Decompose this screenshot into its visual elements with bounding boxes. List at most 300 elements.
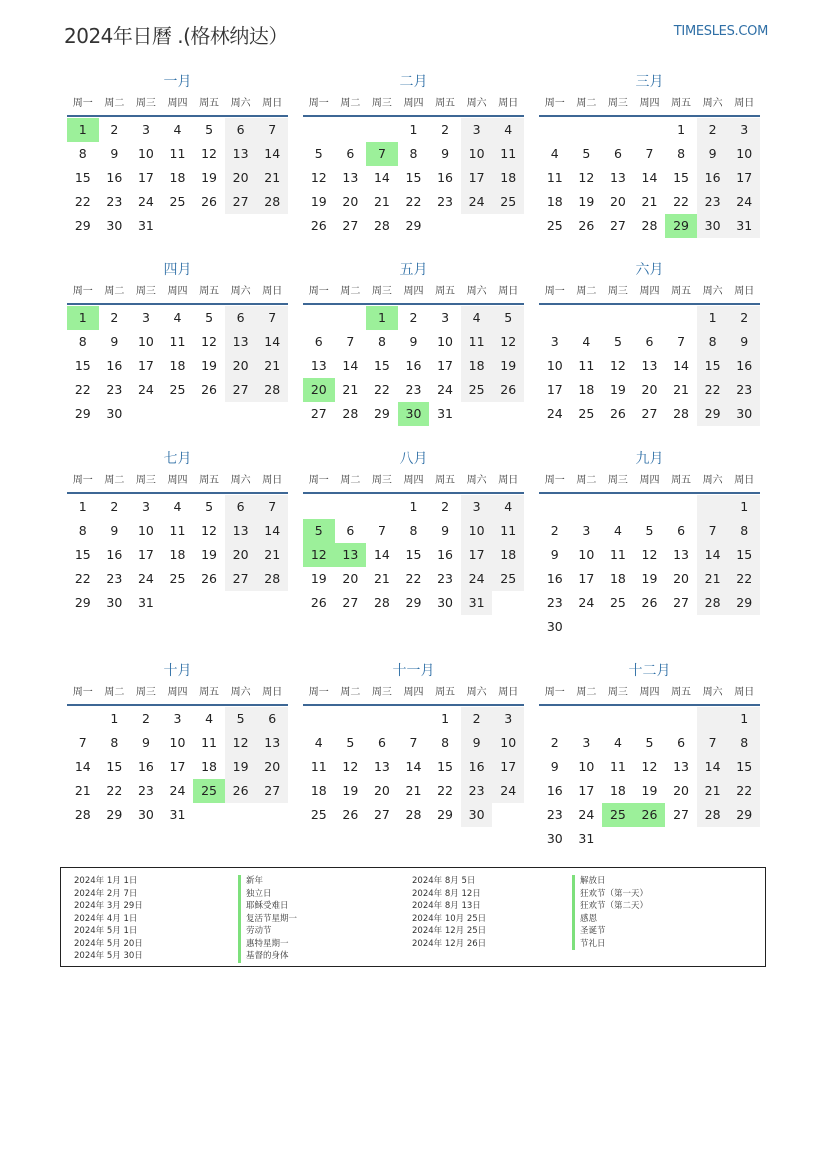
holiday-day-cell[interactable]: 1 [67, 306, 99, 330]
day-cell[interactable]: 4 [173, 122, 182, 137]
holiday-day-cell[interactable]: 1 [366, 306, 398, 330]
day-cell[interactable]: 26 [492, 378, 524, 402]
day-cell[interactable]: 24 [437, 382, 454, 397]
day-cell[interactable]: 4 [492, 495, 524, 519]
day-cell[interactable]: 29 [405, 595, 422, 610]
day-cell[interactable]: 19 [641, 571, 658, 586]
day-cell[interactable]: 1 [677, 122, 686, 137]
day-cell[interactable]: 7 [377, 523, 386, 538]
day-cell[interactable]: 22 [74, 571, 91, 586]
day-cell[interactable]: 9 [110, 334, 119, 349]
day-cell[interactable]: 12 [609, 358, 626, 373]
day-cell[interactable]: 27 [641, 406, 658, 421]
day-cell[interactable]: 7 [697, 731, 729, 755]
day-cell[interactable]: 19 [609, 382, 626, 397]
holiday-day-cell[interactable]: 25 [602, 803, 634, 827]
day-cell[interactable]: 2 [461, 707, 493, 731]
day-cell[interactable]: 16 [106, 358, 123, 373]
day-cell[interactable]: 6 [256, 707, 288, 731]
day-cell[interactable]: 11 [201, 735, 218, 750]
day-cell[interactable]: 7 [256, 306, 288, 330]
day-cell[interactable]: 28 [405, 807, 422, 822]
day-cell[interactable]: 9 [697, 142, 729, 166]
holiday-day-cell[interactable]: 29 [665, 214, 697, 238]
day-cell[interactable]: 14 [256, 142, 288, 166]
day-cell[interactable]: 19 [201, 358, 218, 373]
day-cell[interactable]: 10 [137, 523, 154, 538]
day-cell[interactable]: 24 [461, 567, 493, 591]
day-cell[interactable]: 30 [546, 619, 563, 634]
day-cell[interactable]: 23 [546, 807, 563, 822]
day-cell[interactable]: 28 [641, 218, 658, 233]
day-cell[interactable]: 12 [201, 334, 218, 349]
day-cell[interactable]: 16 [437, 547, 454, 562]
day-cell[interactable]: 18 [546, 194, 563, 209]
day-cell[interactable]: 4 [173, 499, 182, 514]
day-cell[interactable]: 2 [141, 711, 150, 726]
day-cell[interactable]: 22 [106, 783, 123, 798]
day-cell[interactable]: 18 [310, 783, 327, 798]
day-cell[interactable]: 19 [578, 194, 595, 209]
day-cell[interactable]: 4 [205, 711, 214, 726]
day-cell[interactable]: 31 [137, 218, 154, 233]
day-cell[interactable]: 25 [169, 382, 186, 397]
day-cell[interactable]: 18 [169, 547, 186, 562]
day-cell[interactable]: 12 [201, 523, 218, 538]
day-cell[interactable]: 25 [578, 406, 595, 421]
day-cell[interactable]: 13 [225, 519, 257, 543]
day-cell[interactable]: 30 [697, 214, 729, 238]
day-cell[interactable]: 22 [728, 779, 760, 803]
day-cell[interactable]: 15 [74, 170, 91, 185]
day-cell[interactable]: 19 [201, 547, 218, 562]
holiday-day-cell[interactable]: 20 [303, 378, 335, 402]
day-cell[interactable]: 22 [74, 194, 91, 209]
day-cell[interactable]: 13 [225, 330, 257, 354]
day-cell[interactable]: 9 [461, 731, 493, 755]
day-cell[interactable]: 26 [201, 571, 218, 586]
day-cell[interactable]: 10 [461, 142, 493, 166]
day-cell[interactable]: 23 [546, 595, 563, 610]
day-cell[interactable]: 27 [256, 779, 288, 803]
day-cell[interactable]: 19 [342, 783, 359, 798]
day-cell[interactable]: 8 [728, 519, 760, 543]
day-cell[interactable]: 29 [728, 803, 760, 827]
day-cell[interactable]: 16 [437, 170, 454, 185]
day-cell[interactable]: 29 [728, 591, 760, 615]
day-cell[interactable]: 18 [578, 382, 595, 397]
day-cell[interactable]: 9 [441, 146, 450, 161]
day-cell[interactable]: 1 [728, 495, 760, 519]
day-cell[interactable]: 10 [578, 759, 595, 774]
day-cell[interactable]: 5 [645, 523, 654, 538]
day-cell[interactable]: 25 [310, 807, 327, 822]
day-cell[interactable]: 28 [342, 406, 359, 421]
day-cell[interactable]: 19 [310, 194, 327, 209]
day-cell[interactable]: 21 [342, 382, 359, 397]
day-cell[interactable]: 15 [437, 759, 454, 774]
day-cell[interactable]: 5 [645, 735, 654, 750]
day-cell[interactable]: 1 [728, 707, 760, 731]
day-cell[interactable]: 21 [256, 543, 288, 567]
day-cell[interactable]: 5 [613, 334, 622, 349]
day-cell[interactable]: 5 [205, 310, 214, 325]
site-brand[interactable]: TIMESLES.COM [673, 24, 768, 39]
day-cell[interactable]: 27 [673, 807, 690, 822]
day-cell[interactable]: 28 [373, 595, 390, 610]
day-cell[interactable]: 28 [256, 378, 288, 402]
day-cell[interactable]: 26 [609, 406, 626, 421]
day-cell[interactable]: 16 [405, 358, 422, 373]
day-cell[interactable]: 22 [74, 382, 91, 397]
day-cell[interactable]: 8 [110, 735, 119, 750]
day-cell[interactable]: 12 [641, 759, 658, 774]
day-cell[interactable]: 19 [201, 170, 218, 185]
day-cell[interactable]: 6 [225, 306, 257, 330]
day-cell[interactable]: 14 [256, 519, 288, 543]
day-cell[interactable]: 3 [441, 310, 450, 325]
day-cell[interactable]: 3 [141, 122, 150, 137]
day-cell[interactable]: 14 [697, 755, 729, 779]
day-cell[interactable]: 8 [677, 146, 686, 161]
day-cell[interactable]: 2 [728, 306, 760, 330]
day-cell[interactable]: 2 [441, 499, 450, 514]
day-cell[interactable]: 16 [697, 166, 729, 190]
day-cell[interactable]: 15 [106, 759, 123, 774]
day-cell[interactable]: 8 [441, 735, 450, 750]
day-cell[interactable]: 11 [492, 519, 524, 543]
day-cell[interactable]: 4 [461, 306, 493, 330]
day-cell[interactable]: 15 [405, 547, 422, 562]
day-cell[interactable]: 11 [609, 759, 626, 774]
day-cell[interactable]: 25 [169, 571, 186, 586]
day-cell[interactable]: 20 [225, 354, 257, 378]
day-cell[interactable]: 6 [677, 735, 686, 750]
day-cell[interactable]: 8 [78, 523, 87, 538]
day-cell[interactable]: 15 [728, 755, 760, 779]
day-cell[interactable]: 29 [74, 595, 91, 610]
day-cell[interactable]: 16 [546, 783, 563, 798]
day-cell[interactable]: 13 [310, 358, 327, 373]
day-cell[interactable]: 24 [169, 783, 186, 798]
day-cell[interactable]: 5 [346, 735, 355, 750]
day-cell[interactable]: 8 [78, 334, 87, 349]
day-cell[interactable]: 23 [137, 783, 154, 798]
day-cell[interactable]: 28 [373, 218, 390, 233]
day-cell[interactable]: 3 [141, 310, 150, 325]
day-cell[interactable]: 30 [546, 831, 563, 846]
day-cell[interactable]: 8 [78, 146, 87, 161]
day-cell[interactable]: 21 [697, 779, 729, 803]
day-cell[interactable]: 31 [437, 406, 454, 421]
day-cell[interactable]: 6 [645, 334, 654, 349]
day-cell[interactable]: 7 [78, 735, 87, 750]
holiday-day-cell[interactable]: 1 [67, 118, 99, 142]
day-cell[interactable]: 13 [641, 358, 658, 373]
day-cell[interactable]: 11 [492, 142, 524, 166]
day-cell[interactable]: 15 [373, 358, 390, 373]
day-cell[interactable]: 26 [310, 218, 327, 233]
day-cell[interactable]: 29 [373, 406, 390, 421]
day-cell[interactable]: 27 [342, 595, 359, 610]
day-cell[interactable]: 5 [205, 499, 214, 514]
day-cell[interactable]: 22 [437, 783, 454, 798]
day-cell[interactable]: 3 [461, 118, 493, 142]
day-cell[interactable]: 28 [74, 807, 91, 822]
day-cell[interactable]: 23 [697, 190, 729, 214]
day-cell[interactable]: 24 [137, 194, 154, 209]
day-cell[interactable]: 12 [578, 170, 595, 185]
day-cell[interactable]: 8 [728, 731, 760, 755]
day-cell[interactable]: 29 [437, 807, 454, 822]
day-cell[interactable]: 13 [373, 759, 390, 774]
day-cell[interactable]: 12 [641, 547, 658, 562]
day-cell[interactable]: 5 [582, 146, 591, 161]
day-cell[interactable]: 1 [441, 711, 450, 726]
day-cell[interactable]: 10 [492, 731, 524, 755]
day-cell[interactable]: 27 [225, 567, 257, 591]
day-cell[interactable]: 26 [342, 807, 359, 822]
day-cell[interactable]: 23 [106, 571, 123, 586]
day-cell[interactable]: 10 [461, 519, 493, 543]
day-cell[interactable]: 5 [205, 122, 214, 137]
day-cell[interactable]: 19 [641, 783, 658, 798]
day-cell[interactable]: 6 [225, 118, 257, 142]
day-cell[interactable]: 24 [137, 382, 154, 397]
day-cell[interactable]: 20 [256, 755, 288, 779]
day-cell[interactable]: 21 [74, 783, 91, 798]
holiday-day-cell[interactable]: 7 [366, 142, 398, 166]
day-cell[interactable]: 1 [697, 306, 729, 330]
day-cell[interactable]: 18 [492, 543, 524, 567]
day-cell[interactable]: 26 [201, 194, 218, 209]
day-cell[interactable]: 31 [137, 595, 154, 610]
day-cell[interactable]: 31 [461, 591, 493, 615]
day-cell[interactable]: 17 [461, 166, 493, 190]
day-cell[interactable]: 21 [373, 571, 390, 586]
day-cell[interactable]: 7 [697, 519, 729, 543]
day-cell[interactable]: 22 [405, 571, 422, 586]
day-cell[interactable]: 9 [728, 330, 760, 354]
day-cell[interactable]: 7 [677, 334, 686, 349]
day-cell[interactable]: 9 [409, 334, 418, 349]
day-cell[interactable]: 16 [137, 759, 154, 774]
day-cell[interactable]: 23 [437, 194, 454, 209]
day-cell[interactable]: 3 [582, 523, 591, 538]
day-cell[interactable]: 10 [546, 358, 563, 373]
day-cell[interactable]: 26 [225, 779, 257, 803]
day-cell[interactable]: 17 [137, 170, 154, 185]
day-cell[interactable]: 7 [256, 118, 288, 142]
day-cell[interactable]: 9 [550, 759, 559, 774]
day-cell[interactable]: 4 [613, 735, 622, 750]
day-cell[interactable]: 8 [409, 523, 418, 538]
day-cell[interactable]: 26 [578, 218, 595, 233]
day-cell[interactable]: 3 [173, 711, 182, 726]
day-cell[interactable]: 24 [461, 190, 493, 214]
day-cell[interactable]: 13 [225, 142, 257, 166]
day-cell[interactable]: 12 [225, 731, 257, 755]
day-cell[interactable]: 10 [437, 334, 454, 349]
day-cell[interactable]: 24 [546, 406, 563, 421]
day-cell[interactable]: 25 [492, 567, 524, 591]
day-cell[interactable]: 3 [492, 707, 524, 731]
day-cell[interactable]: 13 [609, 170, 626, 185]
day-cell[interactable]: 20 [641, 382, 658, 397]
day-cell[interactable]: 30 [137, 807, 154, 822]
day-cell[interactable]: 29 [74, 406, 91, 421]
day-cell[interactable]: 20 [225, 166, 257, 190]
day-cell[interactable]: 29 [106, 807, 123, 822]
day-cell[interactable]: 29 [697, 402, 729, 426]
day-cell[interactable]: 14 [74, 759, 91, 774]
day-cell[interactable]: 30 [437, 595, 454, 610]
day-cell[interactable]: 16 [106, 547, 123, 562]
day-cell[interactable]: 2 [110, 122, 119, 137]
day-cell[interactable]: 24 [578, 807, 595, 822]
day-cell[interactable]: 11 [169, 523, 186, 538]
day-cell[interactable]: 22 [673, 194, 690, 209]
day-cell[interactable]: 3 [141, 499, 150, 514]
day-cell[interactable]: 22 [728, 567, 760, 591]
day-cell[interactable]: 6 [314, 334, 323, 349]
day-cell[interactable]: 2 [550, 735, 559, 750]
day-cell[interactable]: 22 [697, 378, 729, 402]
day-cell[interactable]: 2 [110, 499, 119, 514]
day-cell[interactable]: 28 [673, 406, 690, 421]
holiday-day-cell[interactable]: 5 [303, 519, 335, 543]
day-cell[interactable]: 9 [441, 523, 450, 538]
day-cell[interactable]: 23 [106, 382, 123, 397]
day-cell[interactable]: 12 [342, 759, 359, 774]
day-cell[interactable]: 27 [225, 378, 257, 402]
day-cell[interactable]: 26 [201, 382, 218, 397]
day-cell[interactable]: 5 [314, 146, 323, 161]
day-cell[interactable]: 20 [225, 543, 257, 567]
day-cell[interactable]: 13 [342, 170, 359, 185]
day-cell[interactable]: 29 [405, 218, 422, 233]
day-cell[interactable]: 9 [550, 547, 559, 562]
day-cell[interactable]: 18 [169, 358, 186, 373]
day-cell[interactable]: 15 [728, 543, 760, 567]
day-cell[interactable]: 16 [461, 755, 493, 779]
day-cell[interactable]: 27 [373, 807, 390, 822]
day-cell[interactable]: 17 [461, 543, 493, 567]
day-cell[interactable]: 19 [225, 755, 257, 779]
day-cell[interactable]: 15 [74, 547, 91, 562]
day-cell[interactable]: 13 [673, 547, 690, 562]
day-cell[interactable]: 16 [728, 354, 760, 378]
day-cell[interactable]: 20 [373, 783, 390, 798]
day-cell[interactable]: 15 [673, 170, 690, 185]
day-cell[interactable]: 3 [550, 334, 559, 349]
day-cell[interactable]: 26 [310, 595, 327, 610]
day-cell[interactable]: 14 [673, 358, 690, 373]
day-cell[interactable]: 2 [441, 122, 450, 137]
day-cell[interactable]: 27 [609, 218, 626, 233]
holiday-day-cell[interactable]: 26 [634, 803, 666, 827]
day-cell[interactable]: 9 [110, 523, 119, 538]
day-cell[interactable]: 2 [110, 310, 119, 325]
day-cell[interactable]: 13 [256, 731, 288, 755]
day-cell[interactable]: 23 [405, 382, 422, 397]
day-cell[interactable]: 14 [373, 547, 390, 562]
day-cell[interactable]: 22 [373, 382, 390, 397]
day-cell[interactable]: 28 [697, 803, 729, 827]
day-cell[interactable]: 24 [728, 190, 760, 214]
day-cell[interactable]: 31 [728, 214, 760, 238]
day-cell[interactable]: 18 [461, 354, 493, 378]
day-cell[interactable]: 6 [346, 523, 355, 538]
day-cell[interactable]: 8 [377, 334, 386, 349]
day-cell[interactable]: 1 [409, 499, 418, 514]
day-cell[interactable]: 6 [346, 146, 355, 161]
day-cell[interactable]: 17 [169, 759, 186, 774]
day-cell[interactable]: 17 [578, 783, 595, 798]
day-cell[interactable]: 28 [697, 591, 729, 615]
day-cell[interactable]: 23 [461, 779, 493, 803]
holiday-day-cell[interactable]: 30 [398, 402, 430, 426]
day-cell[interactable]: 10 [169, 735, 186, 750]
day-cell[interactable]: 7 [256, 495, 288, 519]
day-cell[interactable]: 5 [225, 707, 257, 731]
day-cell[interactable]: 19 [492, 354, 524, 378]
day-cell[interactable]: 17 [137, 358, 154, 373]
day-cell[interactable]: 17 [728, 166, 760, 190]
day-cell[interactable]: 21 [697, 567, 729, 591]
day-cell[interactable]: 20 [342, 194, 359, 209]
day-cell[interactable]: 17 [437, 358, 454, 373]
day-cell[interactable]: 11 [578, 358, 595, 373]
day-cell[interactable]: 24 [578, 595, 595, 610]
day-cell[interactable]: 28 [256, 567, 288, 591]
day-cell[interactable]: 8 [409, 146, 418, 161]
day-cell[interactable]: 27 [342, 218, 359, 233]
day-cell[interactable]: 14 [256, 330, 288, 354]
day-cell[interactable]: 3 [728, 118, 760, 142]
day-cell[interactable]: 18 [492, 166, 524, 190]
day-cell[interactable]: 27 [310, 406, 327, 421]
holiday-day-cell[interactable]: 13 [335, 543, 367, 567]
day-cell[interactable]: 17 [492, 755, 524, 779]
day-cell[interactable]: 7 [409, 735, 418, 750]
day-cell[interactable]: 18 [169, 170, 186, 185]
day-cell[interactable]: 30 [106, 406, 123, 421]
day-cell[interactable]: 10 [578, 547, 595, 562]
day-cell[interactable]: 11 [609, 547, 626, 562]
day-cell[interactable]: 2 [409, 310, 418, 325]
day-cell[interactable]: 31 [578, 831, 595, 846]
day-cell[interactable]: 22 [405, 194, 422, 209]
day-cell[interactable]: 21 [673, 382, 690, 397]
day-cell[interactable]: 30 [461, 803, 493, 827]
day-cell[interactable]: 4 [550, 146, 559, 161]
day-cell[interactable]: 18 [609, 571, 626, 586]
day-cell[interactable]: 9 [141, 735, 150, 750]
day-cell[interactable]: 31 [169, 807, 186, 822]
day-cell[interactable]: 18 [609, 783, 626, 798]
day-cell[interactable]: 6 [613, 146, 622, 161]
day-cell[interactable]: 6 [677, 523, 686, 538]
day-cell[interactable]: 24 [492, 779, 524, 803]
day-cell[interactable]: 14 [697, 543, 729, 567]
day-cell[interactable]: 17 [546, 382, 563, 397]
day-cell[interactable]: 25 [169, 194, 186, 209]
day-cell[interactable]: 10 [137, 334, 154, 349]
day-cell[interactable]: 26 [641, 595, 658, 610]
day-cell[interactable]: 9 [110, 146, 119, 161]
day-cell[interactable]: 7 [645, 146, 654, 161]
